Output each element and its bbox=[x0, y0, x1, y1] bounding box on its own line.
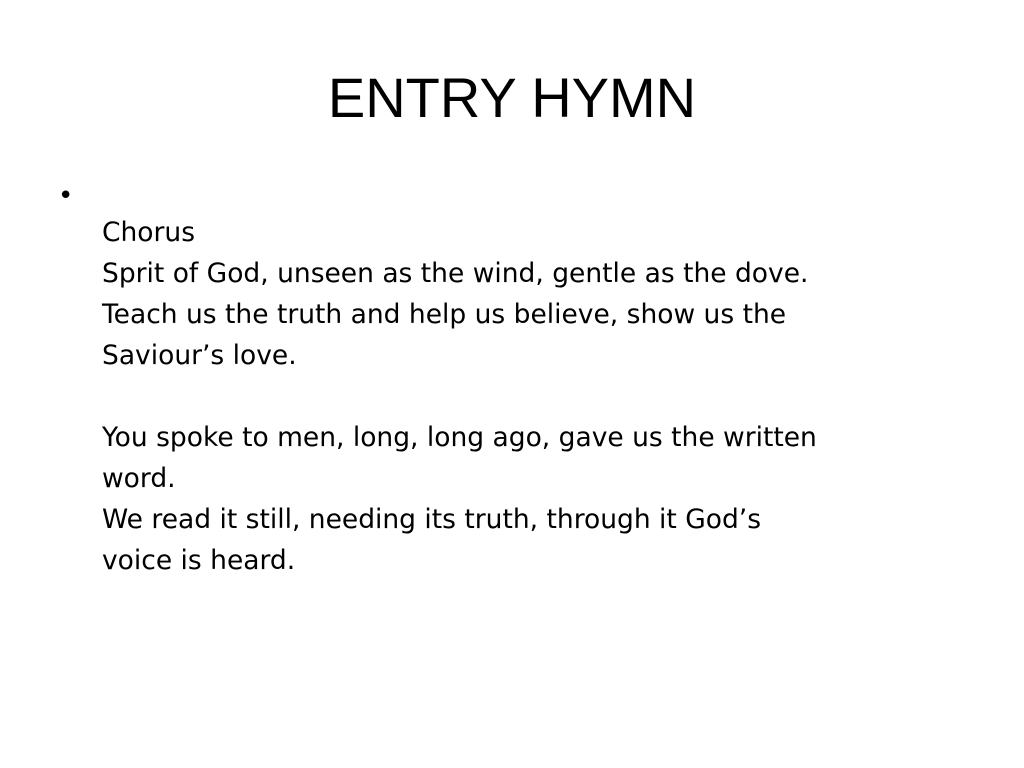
hymn-line: We read it still, needing its truth, through it God’s bbox=[102, 504, 762, 535]
stanza-gap bbox=[102, 376, 982, 417]
hymn-line: voice is heard. bbox=[102, 545, 296, 576]
slide-title: ENTRY HYMN bbox=[327, 66, 697, 129]
chorus-label: Chorus bbox=[102, 217, 196, 248]
hymn-line: You spoke to men, long, long ago, gave us the written bbox=[102, 422, 817, 453]
hymn-line: word. bbox=[102, 463, 176, 494]
hymn-text bbox=[102, 212, 982, 581]
bullet-marker: • bbox=[58, 181, 74, 211]
hymn-line: Teach us the truth and help us believe, show us the bbox=[102, 299, 787, 330]
hymn-line: Sprit of God, unseen as the wind, gentle as the dove. bbox=[102, 258, 809, 289]
hymn-line: Saviour’s love. bbox=[102, 340, 297, 371]
